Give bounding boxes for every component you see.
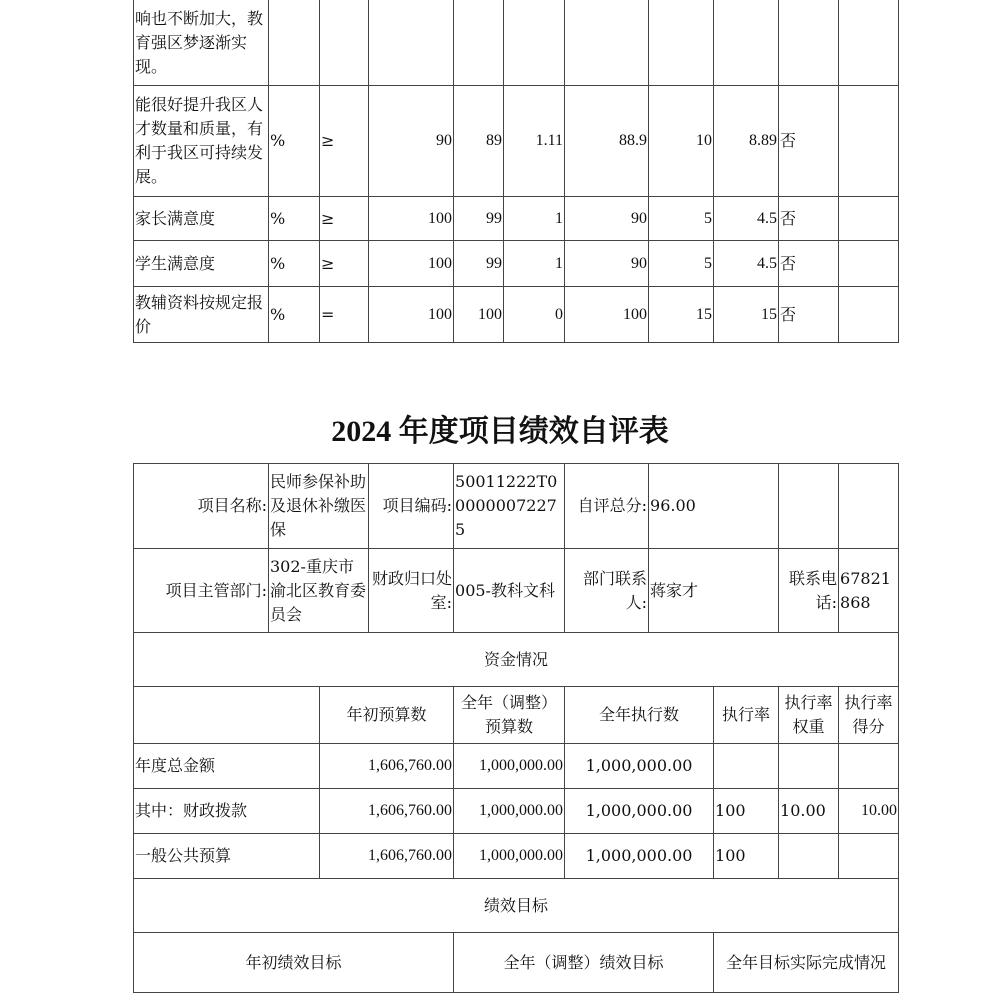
exec-rate: 100 bbox=[714, 834, 779, 879]
target-value: 100 bbox=[369, 197, 454, 241]
completion-rate: 90 bbox=[565, 241, 649, 287]
funds-row-label: 年度总金额 bbox=[134, 744, 320, 789]
self-assessment-table bbox=[133, 463, 899, 993]
exec-score bbox=[839, 744, 899, 789]
indicator-row bbox=[134, 197, 899, 241]
adjusted-budget-header: 全年（调整）预算数 bbox=[454, 687, 565, 744]
initial-budget: 1,606,760.00 bbox=[320, 834, 454, 879]
indicator-row bbox=[134, 241, 899, 287]
goals-section-title: 绩效目标 bbox=[134, 879, 899, 933]
dept-label: 项目主管部门: bbox=[134, 549, 269, 633]
score: 4.5 bbox=[714, 197, 779, 241]
self-score: 96.00 bbox=[649, 464, 779, 549]
actual-value: 100 bbox=[454, 287, 504, 343]
indicator-table bbox=[133, 0, 899, 343]
dept: 302-重庆市渝北区教育委员会 bbox=[269, 549, 369, 633]
executed-amount: 1,000,000.00 bbox=[565, 834, 714, 879]
funds-row-label: 一般公共预算 bbox=[134, 834, 320, 879]
initial-goal-header: 年初绩效目标 bbox=[134, 933, 454, 993]
exec-score: 10.00 bbox=[839, 789, 899, 834]
indicator-row bbox=[134, 0, 899, 86]
exec-rate: 100 bbox=[714, 789, 779, 834]
contact-label: 部门联系人: bbox=[565, 549, 649, 633]
operator: = bbox=[320, 287, 369, 343]
adjusted-budget: 1,000,000.00 bbox=[454, 744, 565, 789]
unit: % bbox=[269, 287, 320, 343]
rate-header: 执行率 bbox=[714, 687, 779, 744]
actual-value: 89 bbox=[454, 86, 504, 197]
weight: 10 bbox=[649, 86, 714, 197]
actual-value: 99 bbox=[454, 197, 504, 241]
exec-score bbox=[839, 834, 899, 879]
target-value: 100 bbox=[369, 241, 454, 287]
adjusted-budget: 1,000,000.00 bbox=[454, 834, 565, 879]
dept-info-row bbox=[134, 549, 899, 633]
score: 8.89 bbox=[714, 86, 779, 197]
score: 4.5 bbox=[714, 241, 779, 287]
indicator-name: 学生满意度 bbox=[134, 241, 269, 287]
operator: ≥ bbox=[320, 241, 369, 287]
goals-section-row bbox=[134, 879, 899, 933]
operator: ≥ bbox=[320, 197, 369, 241]
project-info-row bbox=[134, 464, 899, 549]
rate-score-header: 执行率得分 bbox=[839, 687, 899, 744]
phone-label: 联系电话: bbox=[779, 549, 839, 633]
executed-amount: 1,000,000.00 bbox=[565, 789, 714, 834]
exec-weight: 10.00 bbox=[779, 789, 839, 834]
flag: 否 bbox=[779, 86, 839, 197]
flag: 否 bbox=[779, 197, 839, 241]
deviation: 1.11 bbox=[504, 86, 565, 197]
flag: 否 bbox=[779, 287, 839, 343]
target-value: 100 bbox=[369, 287, 454, 343]
exec-weight bbox=[779, 744, 839, 789]
weight: 5 bbox=[649, 241, 714, 287]
deviation: 1 bbox=[504, 197, 565, 241]
finance-label: 财政归口处室: bbox=[369, 549, 454, 633]
rate-weight-header: 执行率权重 bbox=[779, 687, 839, 744]
self-score-label: 自评总分: bbox=[565, 464, 649, 549]
completion-rate: 90 bbox=[565, 197, 649, 241]
operator: ≥ bbox=[320, 86, 369, 197]
project-code-label: 项目编码: bbox=[369, 464, 454, 549]
exec-rate bbox=[714, 744, 779, 789]
initial-budget-header: 年初预算数 bbox=[320, 687, 454, 744]
funds-row bbox=[134, 789, 899, 834]
indicator-name: 家长满意度 bbox=[134, 197, 269, 241]
weight: 5 bbox=[649, 197, 714, 241]
adjusted-budget: 1,000,000.00 bbox=[454, 789, 565, 834]
initial-budget: 1,606,760.00 bbox=[320, 789, 454, 834]
completion-rate: 88.9 bbox=[565, 86, 649, 197]
completion-rate: 100 bbox=[565, 287, 649, 343]
indicator-name: 能很好提升我区人才数量和质量，有利于我区可持续发展。 bbox=[134, 86, 269, 197]
funds-row-label: 其中：财政拨款 bbox=[134, 789, 320, 834]
initial-budget: 1,606,760.00 bbox=[320, 744, 454, 789]
funds-header-row bbox=[134, 687, 899, 744]
weight: 15 bbox=[649, 287, 714, 343]
adjusted-goal-header: 全年（调整）绩效目标 bbox=[454, 933, 714, 993]
funds-section-title: 资金情况 bbox=[134, 633, 899, 687]
page-title: 2024 年度项目绩效自评表 bbox=[331, 415, 669, 448]
actual-goal-header: 全年目标实际完成情况 bbox=[714, 933, 899, 993]
goals-header-row bbox=[134, 933, 899, 993]
unit: % bbox=[269, 86, 320, 197]
funds-section-row bbox=[134, 633, 899, 687]
flag: 否 bbox=[779, 241, 839, 287]
phone: 67821868 bbox=[839, 549, 899, 633]
unit: % bbox=[269, 197, 320, 241]
deviation: 0 bbox=[504, 287, 565, 343]
indicator-row bbox=[134, 287, 899, 343]
finance-office: 005-教科文科 bbox=[454, 549, 565, 633]
deviation: 1 bbox=[504, 241, 565, 287]
target-value: 90 bbox=[369, 86, 454, 197]
exec-weight bbox=[779, 834, 839, 879]
executed-amount: 1,000,000.00 bbox=[565, 744, 714, 789]
score: 15 bbox=[714, 287, 779, 343]
executed-header: 全年执行数 bbox=[565, 687, 714, 744]
project-name: 民师参保补助及退休补缴医保 bbox=[269, 464, 369, 549]
unit: % bbox=[269, 241, 320, 287]
funds-row bbox=[134, 744, 899, 789]
actual-value: 99 bbox=[454, 241, 504, 287]
project-code: 50011222T000000072275 bbox=[454, 464, 565, 549]
funds-row bbox=[134, 834, 899, 879]
indicator-name: 教辅资料按规定报价 bbox=[134, 287, 269, 343]
contact-person: 蒋家才 bbox=[649, 549, 779, 633]
project-name-label: 项目名称: bbox=[134, 464, 269, 549]
indicator-name: 响也不断加大，教育强区梦逐渐实现。 bbox=[134, 0, 269, 86]
indicator-row bbox=[134, 86, 899, 197]
